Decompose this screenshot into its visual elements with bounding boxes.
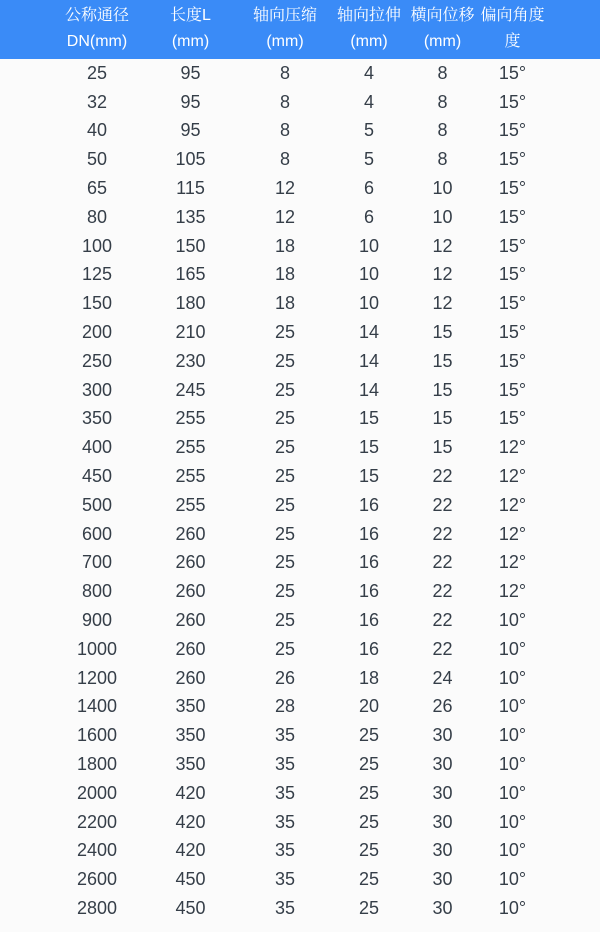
column-header-line2: (mm): [423, 33, 462, 50]
table-cell: 1200: [0, 664, 144, 693]
table-cell: 25: [237, 635, 333, 664]
table-cell: 35: [237, 894, 333, 923]
table-cell: 95: [144, 88, 237, 117]
table-cell: 10: [405, 203, 480, 232]
table-cell: 260: [144, 635, 237, 664]
table-cell: 16: [333, 635, 405, 664]
table-cell: 8: [237, 59, 333, 88]
table-cell: 12: [405, 261, 480, 290]
table-row: [0, 232, 600, 261]
table-cell: 25: [237, 577, 333, 606]
table-cell: 25: [237, 405, 333, 434]
table-row: [0, 779, 600, 808]
table-cell: 25: [237, 347, 333, 376]
column-header-line1: 公称通径: [64, 7, 129, 24]
table-row: [0, 145, 600, 174]
table-cell: 1000: [0, 635, 144, 664]
table-cell: 2000: [0, 779, 144, 808]
table-cell: 1600: [0, 721, 144, 750]
table-cell: 255: [144, 433, 237, 462]
table-cell: 350: [0, 405, 144, 434]
table-header: [0, 0, 600, 59]
table-cell: 125: [0, 261, 144, 290]
table-cell: 30: [405, 837, 480, 866]
table-cell: 165: [144, 261, 237, 290]
table-cell: 230: [144, 347, 237, 376]
table-cell: 2600: [0, 865, 144, 894]
table-cell: 30: [405, 808, 480, 837]
table-cell: 35: [237, 779, 333, 808]
table-cell: 150: [144, 232, 237, 261]
table-cell: 15°: [480, 347, 600, 376]
table-cell: 10°: [480, 721, 600, 750]
table-cell: 10: [333, 261, 405, 290]
table-cell: 15: [333, 405, 405, 434]
table-row: [0, 347, 600, 376]
table-cell: 245: [144, 376, 237, 405]
table-cell: 22: [405, 606, 480, 635]
table-cell: 12°: [480, 491, 600, 520]
table-cell: 25: [237, 491, 333, 520]
table-cell: 420: [144, 837, 237, 866]
table-cell: 25: [237, 520, 333, 549]
table-cell: 260: [144, 520, 237, 549]
table-cell: 420: [144, 808, 237, 837]
column-header-deflection-angle: [480, 0, 600, 59]
table-cell: 10°: [480, 894, 600, 923]
table-cell: 350: [144, 721, 237, 750]
table-cell: 5: [333, 117, 405, 146]
table-cell: 12°: [480, 433, 600, 462]
table-cell: 10: [405, 174, 480, 203]
table-cell: 10°: [480, 693, 600, 722]
table-cell: 12: [405, 289, 480, 318]
column-header-line2: DN(mm): [66, 33, 128, 50]
table-cell: 10°: [480, 635, 600, 664]
table-cell: 22: [405, 635, 480, 664]
table-row: [0, 693, 600, 722]
table-cell: 18: [237, 289, 333, 318]
table-cell: 14: [333, 318, 405, 347]
table-cell: 15: [333, 462, 405, 491]
table-cell: 700: [0, 549, 144, 578]
table-cell: 15°: [480, 289, 600, 318]
table-cell: 1400: [0, 693, 144, 722]
table-cell: 15°: [480, 261, 600, 290]
table-row: [0, 750, 600, 779]
table-cell: 25: [333, 808, 405, 837]
table-cell: 50: [0, 145, 144, 174]
table-cell: 4: [333, 59, 405, 88]
table-cell: 15°: [480, 88, 600, 117]
table-cell: 15: [405, 376, 480, 405]
table-row: [0, 491, 600, 520]
table-cell: 250: [0, 347, 144, 376]
table-cell: 25: [237, 433, 333, 462]
table-cell: 25: [333, 721, 405, 750]
column-header-line2: (mm): [350, 33, 388, 50]
table-cell: 150: [0, 289, 144, 318]
table-cell: 180: [144, 289, 237, 318]
table-cell: 10°: [480, 664, 600, 693]
table-cell: 260: [144, 549, 237, 578]
table-cell: 2800: [0, 894, 144, 923]
table-cell: 22: [405, 577, 480, 606]
table-cell: 35: [237, 865, 333, 894]
table-cell: 6: [333, 174, 405, 203]
table-row: [0, 577, 600, 606]
table-cell: 26: [237, 664, 333, 693]
table-cell: 260: [144, 606, 237, 635]
table-cell: 25: [237, 462, 333, 491]
table-cell: 28: [237, 693, 333, 722]
table-cell: 16: [333, 577, 405, 606]
table-cell: 25: [0, 59, 144, 88]
table-cell: 255: [144, 462, 237, 491]
table-row: [0, 894, 600, 923]
table-cell: 95: [144, 117, 237, 146]
table-row: [0, 520, 600, 549]
table-cell: 2400: [0, 837, 144, 866]
table-row: [0, 433, 600, 462]
table-cell: 15°: [480, 145, 600, 174]
table-row: [0, 462, 600, 491]
table-cell: 10°: [480, 750, 600, 779]
table-cell: 15: [405, 347, 480, 376]
table-cell: 4: [333, 88, 405, 117]
table-cell: 210: [144, 318, 237, 347]
table-cell: 450: [144, 894, 237, 923]
column-header-line2: (mm): [266, 33, 304, 50]
column-header-line1: 轴向压缩: [252, 7, 317, 24]
table-cell: 420: [144, 779, 237, 808]
table-cell: 8: [405, 88, 480, 117]
table-cell: 12: [237, 203, 333, 232]
table-row: [0, 808, 600, 837]
table-cell: 22: [405, 491, 480, 520]
table-row: [0, 117, 600, 146]
table-cell: 16: [333, 520, 405, 549]
table-cell: 25: [333, 750, 405, 779]
table-cell: 15°: [480, 405, 600, 434]
table-cell: 22: [405, 520, 480, 549]
table-cell: 14: [333, 347, 405, 376]
table-cell: 25: [333, 894, 405, 923]
table-cell: 8: [405, 117, 480, 146]
table-cell: 260: [144, 664, 237, 693]
table-cell: 600: [0, 520, 144, 549]
column-header-line2: 度: [504, 33, 521, 50]
table-cell: 26: [405, 693, 480, 722]
column-header-line2: (mm): [171, 33, 210, 50]
table-cell: 15°: [480, 117, 600, 146]
column-header-axial-extension: [333, 0, 405, 59]
table-cell: 18: [237, 261, 333, 290]
table-cell: 8: [405, 59, 480, 88]
table-cell: 10: [333, 289, 405, 318]
table-row: [0, 865, 600, 894]
table-cell: 30: [405, 721, 480, 750]
table-cell: 900: [0, 606, 144, 635]
table-header-row: [0, 0, 600, 59]
table-row: [0, 289, 600, 318]
table-cell: 30: [405, 865, 480, 894]
table-cell: 25: [237, 318, 333, 347]
table-row: [0, 318, 600, 347]
table-cell: 15°: [480, 203, 600, 232]
table-cell: 35: [237, 721, 333, 750]
table-cell: 10: [333, 232, 405, 261]
table-cell: 10°: [480, 865, 600, 894]
table-cell: 25: [333, 837, 405, 866]
table-cell: 12: [237, 174, 333, 203]
table-cell: 8: [237, 117, 333, 146]
table-cell: 14: [333, 376, 405, 405]
table-cell: 12°: [480, 520, 600, 549]
table-cell: 22: [405, 549, 480, 578]
table-cell: 15°: [480, 318, 600, 347]
table-cell: 8: [237, 145, 333, 174]
table-cell: 15°: [480, 376, 600, 405]
table-row: [0, 606, 600, 635]
table-cell: 2200: [0, 808, 144, 837]
table-cell: 25: [333, 779, 405, 808]
table-cell: 30: [405, 894, 480, 923]
column-header-axial-compression: [237, 0, 333, 59]
table-cell: 12°: [480, 462, 600, 491]
table-cell: 8: [405, 145, 480, 174]
table-row: [0, 635, 600, 664]
table-cell: 115: [144, 174, 237, 203]
table-cell: 12: [405, 232, 480, 261]
table-cell: 15: [333, 433, 405, 462]
table-row: [0, 721, 600, 750]
table-cell: 95: [144, 59, 237, 88]
table-cell: 30: [405, 779, 480, 808]
column-header-line1: 轴向拉伸: [336, 7, 401, 24]
table-cell: 200: [0, 318, 144, 347]
table-cell: 16: [333, 606, 405, 635]
table-cell: 12°: [480, 549, 600, 578]
table-cell: 800: [0, 577, 144, 606]
table-cell: 15: [405, 433, 480, 462]
table-cell: 500: [0, 491, 144, 520]
table-cell: 22: [405, 462, 480, 491]
table-row: [0, 549, 600, 578]
table-cell: 80: [0, 203, 144, 232]
table-cell: 10°: [480, 779, 600, 808]
table-cell: 15: [405, 405, 480, 434]
table-cell: 35: [237, 808, 333, 837]
table-cell: 16: [333, 491, 405, 520]
table-cell: 255: [144, 491, 237, 520]
column-header-line1: 偏向角度: [480, 7, 545, 24]
table-cell: 15°: [480, 59, 600, 88]
table-cell: 135: [144, 203, 237, 232]
table-body: [0, 59, 600, 923]
table-cell: 450: [0, 462, 144, 491]
table-cell: 65: [0, 174, 144, 203]
table-cell: 1800: [0, 750, 144, 779]
table-cell: 25: [237, 549, 333, 578]
table-cell: 15: [405, 318, 480, 347]
table-cell: 10°: [480, 606, 600, 635]
table-cell: 10°: [480, 808, 600, 837]
table-row: [0, 174, 600, 203]
column-header-nominal-diameter: [0, 0, 144, 59]
table-cell: 350: [144, 750, 237, 779]
table-cell: 25: [237, 606, 333, 635]
table-row: [0, 405, 600, 434]
table-row: [0, 88, 600, 117]
table-cell: 6: [333, 203, 405, 232]
table-cell: 40: [0, 117, 144, 146]
table-row: [0, 203, 600, 232]
table-row: [0, 59, 600, 88]
table-cell: 12°: [480, 577, 600, 606]
table-cell: 25: [237, 376, 333, 405]
table-cell: 255: [144, 405, 237, 434]
table-cell: 400: [0, 433, 144, 462]
column-header-length: [144, 0, 237, 59]
table-cell: 30: [405, 750, 480, 779]
table-cell: 450: [144, 865, 237, 894]
table-cell: 18: [237, 232, 333, 261]
table-row: [0, 376, 600, 405]
table-cell: 18: [333, 664, 405, 693]
table-cell: 105: [144, 145, 237, 174]
table-cell: 35: [237, 750, 333, 779]
table-cell: 15°: [480, 174, 600, 203]
table-cell: 300: [0, 376, 144, 405]
table-cell: 32: [0, 88, 144, 117]
table-cell: 25: [333, 865, 405, 894]
column-header-line1: 长度L: [170, 7, 211, 24]
table-cell: 5: [333, 145, 405, 174]
table-cell: 350: [144, 693, 237, 722]
table-cell: 35: [237, 837, 333, 866]
table-cell: 260: [144, 577, 237, 606]
table-cell: 16: [333, 549, 405, 578]
table-row: [0, 837, 600, 866]
table-cell: 20: [333, 693, 405, 722]
column-header-line1: 横向位移: [410, 7, 475, 24]
table-cell: 15°: [480, 232, 600, 261]
column-header-lateral-displacement: [405, 0, 480, 59]
table-row: [0, 664, 600, 693]
table-cell: 8: [237, 88, 333, 117]
table-cell: 24: [405, 664, 480, 693]
table-cell: 100: [0, 232, 144, 261]
table-cell: 10°: [480, 837, 600, 866]
table-row: [0, 261, 600, 290]
